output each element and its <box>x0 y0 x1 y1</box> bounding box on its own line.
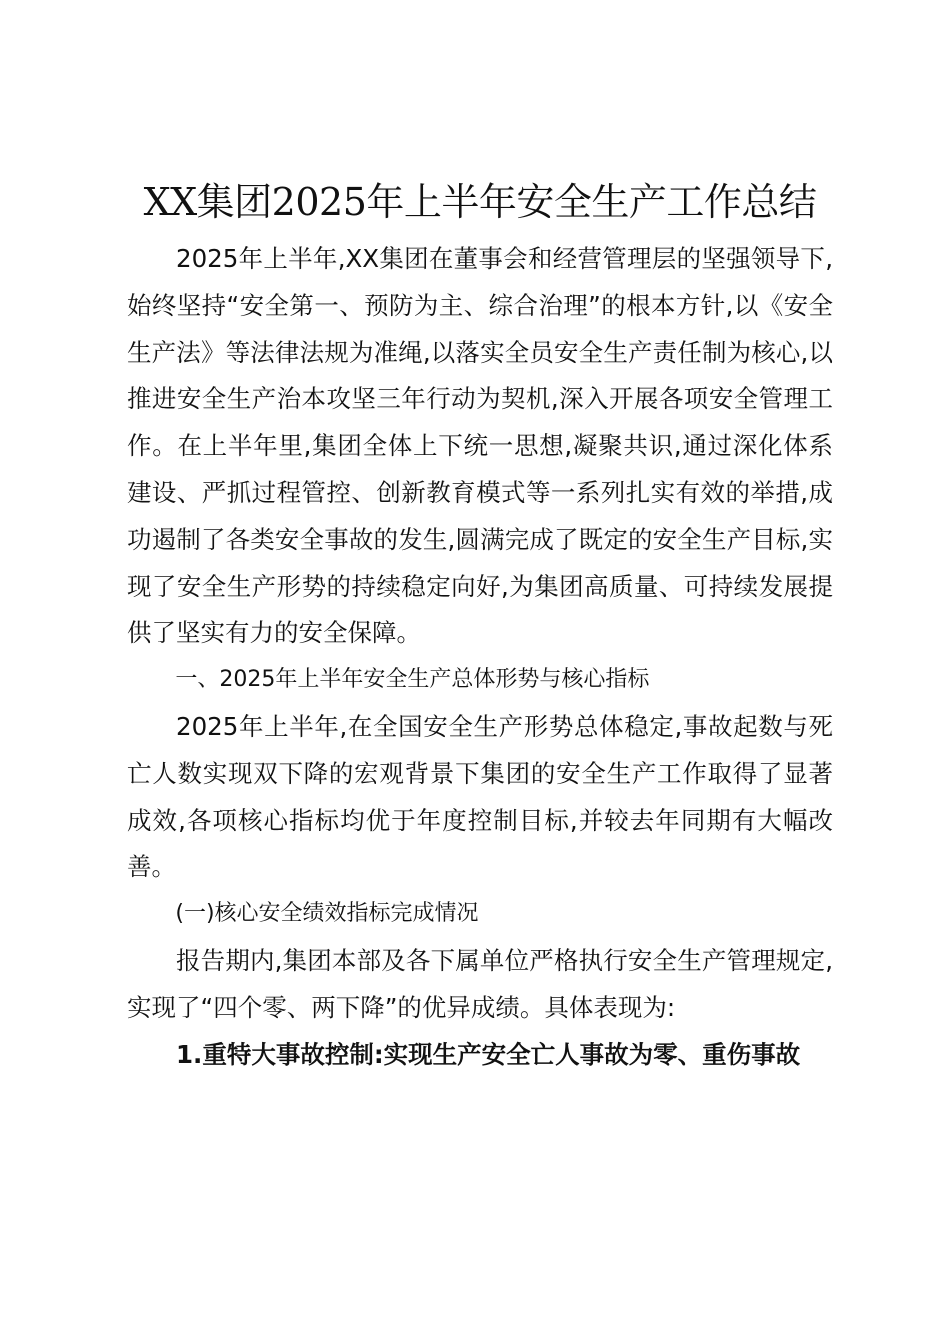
intro-paragraph: 2025年上半年,XX集团在董事会和经营管理层的坚强领导下,始终坚持“安全第一、预防为主、综合治理”的根本方针,以《安全生产法》等法律法规为准绳,以落实全员安全生产责任制为核心,以推进安全生产治本攻坚三年行动为契机,深入开展各项安全管理工作。在上半年里,集团全体上下统一思想,凝聚共识,通过深化体系建设、严抓过程管控、创新教育模式等一系列扎实有效的举措,成功遏制了各类安全事故的发生,圆满完成了既定的安全生产目标,实现了安全生产形势的持续稳定向好,为集团高质量、可持续发展提供了坚实有力的安全保障。 <box>127 244 833 648</box>
section-heading: 一、2025年上半年安全生产总体形势与核心指标 <box>175 667 650 693</box>
subsection-paragraph: 报告期内,集团本部及各下属单位严格执行安全生产管理规定,实现了“四个零、两下降”的优异成绩。具体表现为: <box>127 945 833 1022</box>
document-page <box>127 178 833 1078</box>
document-title: XX集团2025年上半年安全生产工作总结 <box>143 180 817 224</box>
section-paragraph: 2025年上半年,在全国安全生产形势总体稳定,事故起数与死亡人数实现双下降的宏观背景下集团的安全生产工作取得了显著成效,各项核心指标均优于年度控制目标,并较去年同期有大幅改善。 <box>127 711 833 882</box>
subsection-heading: (一)核心安全绩效指标完成情况 <box>175 901 479 927</box>
list-item-bold: 1.重特大事故控制:实现生产安全亡人事故为零、重伤事故 <box>176 1039 801 1069</box>
